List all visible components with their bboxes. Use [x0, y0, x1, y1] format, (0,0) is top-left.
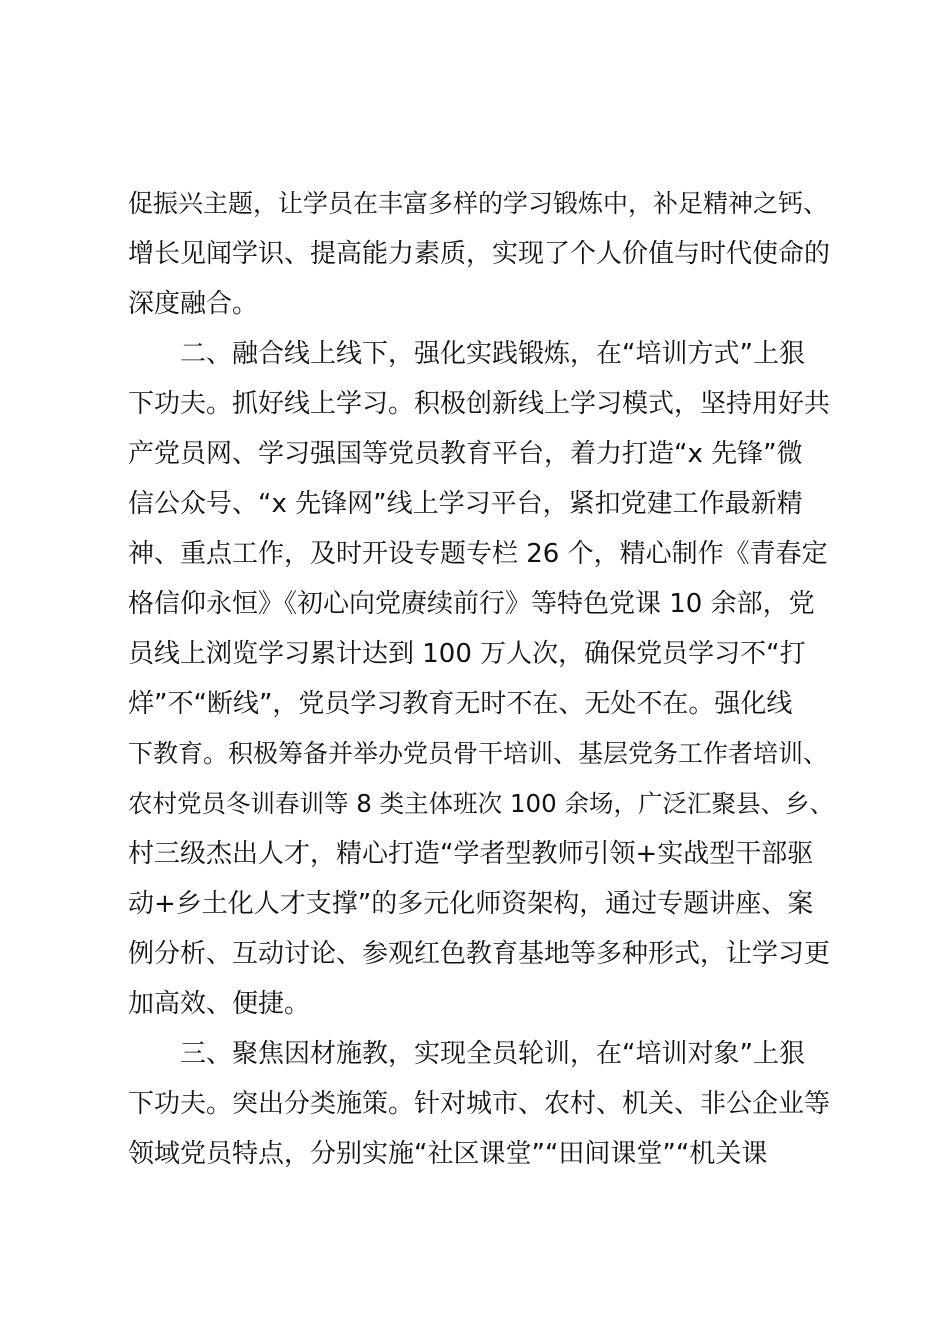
paragraph-3 [128, 1029, 840, 1179]
paragraph-line: 动+乡土化人才支撑”的多元化师资架构，通过专题讲座、案 [128, 889, 814, 919]
paragraph-1 [128, 179, 840, 329]
paragraph-line: 村三级杰出人才，精心打造“学者型教师引领+实战型干部驱 [128, 839, 814, 869]
paragraph-line: 三、聚焦因材施教，实现全员轮训，在“培训对象”上狠 [180, 1039, 805, 1069]
paragraph-line: 下功夫。抓好线上学习。积极创新线上学习模式，坚持用好共 [128, 389, 831, 419]
paragraph-line: 格信仰永恒》《初心向党赓续前行》等特色党课 10 余部，党 [128, 589, 815, 619]
paragraph-line: 深度融合。 [128, 289, 259, 319]
paragraph-line: 二、融合线上线下，强化实践锻炼，在“培训方式”上狠 [180, 339, 805, 369]
paragraph-line: 信公众号、“x 先锋网”线上学习平台，紧扣党建工作最新精 [128, 489, 803, 519]
paragraph-line: 产党员网、学习强国等党员教育平台，着力打造“x 先锋”微 [128, 439, 803, 469]
paragraph-line: 促振兴主题，让学员在丰富多样的学习锻炼中，补足精神之钙、 [128, 189, 829, 218]
paragraph-line: 员线上浏览学习累计达到 100 万人次，确保党员学习不“打 [128, 639, 806, 669]
paragraph-line: 烊”不“断线”，党员学习教育无时不在、无处不在。强化线 [128, 689, 793, 719]
paragraph-line: 农村党员冬训春训等 8 类主体班次 100 余场，广泛汇聚县、乡、 [128, 789, 834, 818]
paragraph-line: 神、重点工作，及时开设专题专栏 26 个，精心制作《青春定 [128, 539, 828, 569]
paragraph-line: 下教育。积极筹备并举办党员骨干培训、基层党务工作者培训、 [128, 739, 829, 768]
paragraph-line: 增长见闻学识、提高能力素质，实现了个人价值与时代使命的 [128, 239, 831, 269]
paragraph-line: 例分析、互动讨论、参观红色教育基地等多种形式，让学习更 [128, 939, 831, 969]
paragraph-line: 加高效、便捷。 [128, 989, 311, 1019]
paragraph-2 [128, 329, 840, 1029]
paragraph-line: 领域党员特点，分别实施“社区课堂”“田间课堂”“机关课 [128, 1139, 768, 1169]
paragraph-line: 下功夫。突出分类施策。针对城市、农村、机关、非公企业等 [128, 1089, 831, 1119]
